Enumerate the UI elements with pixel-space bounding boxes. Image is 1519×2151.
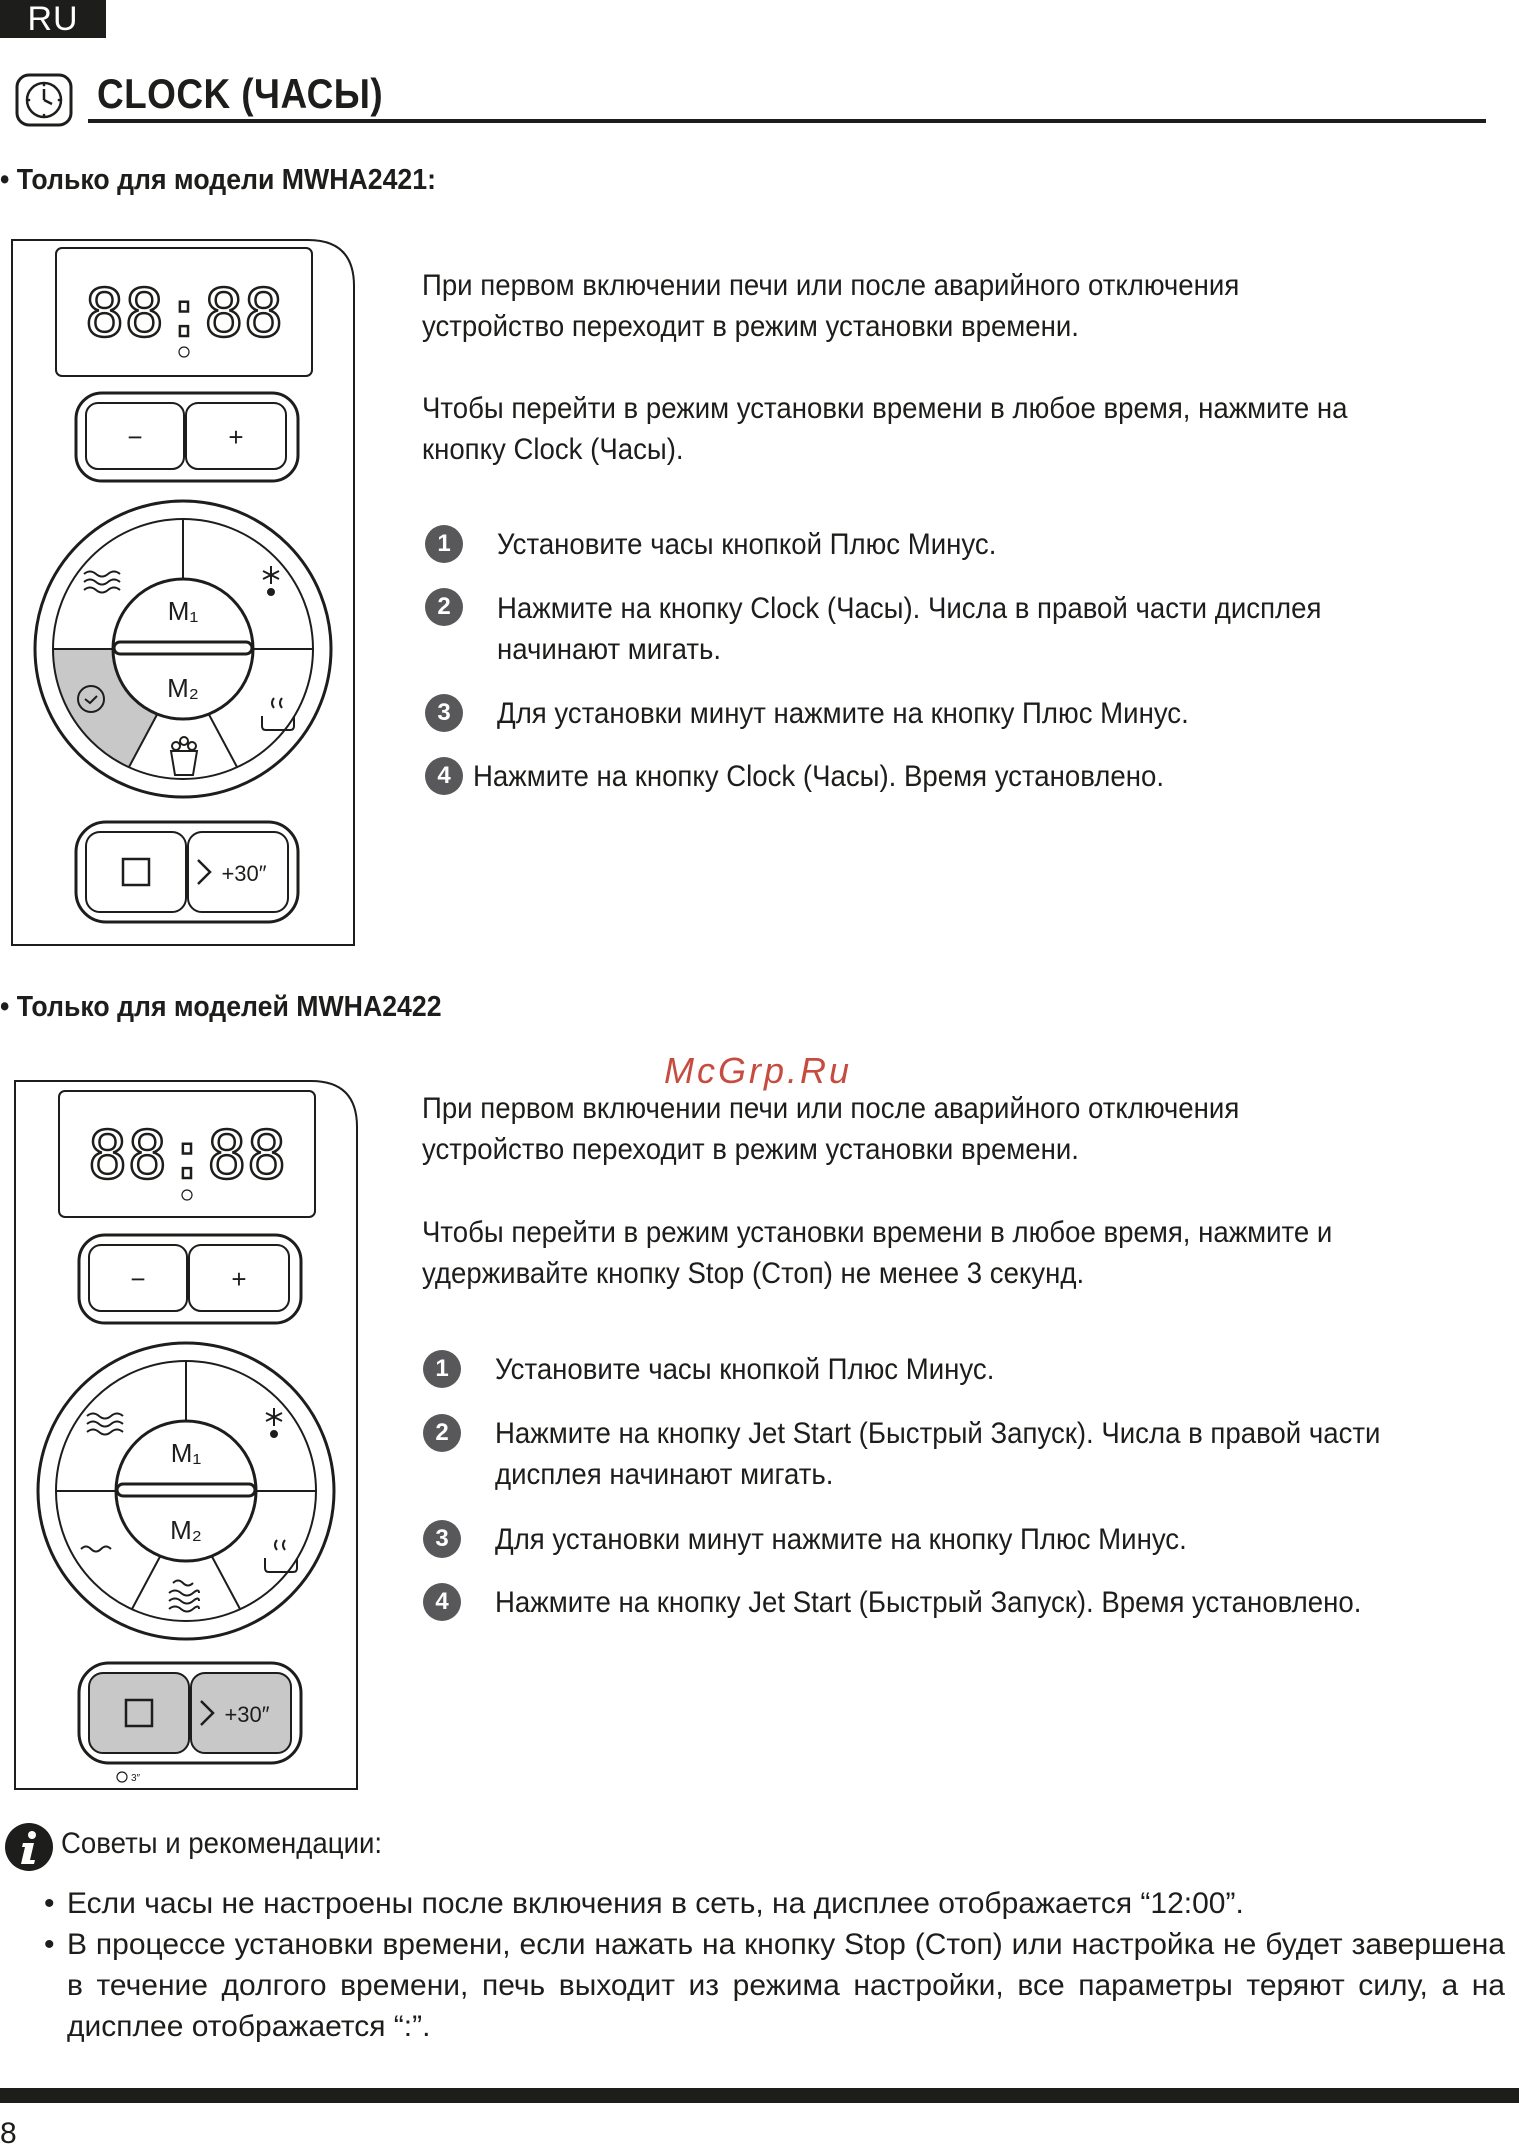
s1-para1: При первом включении печи или после аварийного отключения устройство переходит в режим установки времени. (422, 269, 1240, 343)
s2-step-text: Нажмите на кнопку Jet Start (Быстрый Запуск). Числа в правой части дисплея начинают мигать. (495, 1417, 1381, 1491)
display-digits: 88:88 (84, 275, 284, 352)
clock-icon (14, 72, 74, 128)
section1-heading: • Только для модели MWHA2421: (0, 164, 436, 196)
start-arrow-icon (198, 860, 210, 884)
bullet-mark: • (44, 1928, 55, 1961)
m2-button[interactable]: M₂ (167, 673, 199, 703)
tips-title: Советы и рекомендации: (61, 1827, 383, 1860)
hold-hint: 3″ (131, 1773, 141, 1784)
s2-para1: При первом включении печи или после аварийного отключения устройство переходит в режим установки времени. (422, 1092, 1240, 1166)
stop-icon (123, 859, 149, 885)
page-title: CLOCK (ЧАСЫ) (97, 70, 384, 117)
page-number: 8 (0, 2117, 17, 2150)
s1-step-number: 1 (425, 525, 463, 563)
footer-bar (0, 2088, 1519, 2103)
s2-step-text: Для установки минут нажмите на кнопку Плюс Минус. (495, 1523, 1187, 1556)
tip-item: Если часы не настроены после включения в сеть, на дисплее отображается “12:00”. (67, 1887, 1244, 1920)
s1-para2: Чтобы перейти в режим установки времени в любое время, нажмите на кнопку Clock (Часы). (422, 392, 1348, 466)
s2-step-text: Нажмите на кнопку Jet Start (Быстрый Запуск). Время установлено. (495, 1586, 1362, 1619)
s1-step-text: Установите часы кнопкой Плюс Минус. (497, 528, 997, 561)
plus-label: + (231, 1264, 247, 1294)
s1-step-number: 2 (425, 588, 463, 626)
s1-step-text: Нажмите на кнопку Clock (Часы). Числа в правой части дисплея начинают мигать. (497, 592, 1322, 666)
title-rule (88, 119, 1486, 123)
s1-step-number: 3 (425, 694, 463, 732)
wave-icon (81, 1547, 111, 1552)
jet-start-label: +30″ (224, 1702, 270, 1727)
control-panel-mwha2422 (11, 1077, 367, 1793)
defrost-icon (263, 566, 279, 595)
s1-step-text: Нажмите на кнопку Clock (Часы). Время установлено. (473, 760, 1165, 793)
s2-step-number: 2 (423, 1414, 461, 1452)
s2-step-number: 1 (423, 1350, 461, 1388)
watermark: McGrp.Ru (664, 1050, 853, 1091)
m1-button[interactable]: M₁ (167, 596, 199, 626)
s2-para2: Чтобы перейти в режим установки времени в любое время, нажмите и удерживайте кнопку Stop (Стоп) не менее 3 секунд. (422, 1216, 1333, 1290)
bullet-mark: • (44, 1887, 55, 1920)
m2-button[interactable]: M₂ (170, 1515, 202, 1545)
minus-label: − (127, 422, 143, 452)
defrost-icon (266, 1408, 282, 1437)
microwave-icon (87, 1414, 123, 1435)
s2-step-number: 4 (423, 1583, 461, 1621)
microwave-icon (84, 572, 120, 593)
s1-step-number: 4 (425, 757, 463, 795)
control-panel-mwha2421 (8, 236, 358, 949)
jet-start-label: +30″ (221, 861, 267, 886)
language-tag: RU (0, 0, 106, 38)
display-digits: 88:88 (87, 1117, 287, 1194)
section2-heading: • Только для моделей MWHA2422 (0, 991, 442, 1023)
stop-button[interactable] (89, 1673, 189, 1753)
m1-button[interactable]: M₁ (170, 1438, 202, 1468)
stop-button[interactable] (86, 832, 186, 912)
combi-icon (169, 1581, 199, 1612)
s2-step-text: Установите часы кнопкой Плюс Минус. (495, 1353, 995, 1386)
minus-label: − (130, 1264, 146, 1294)
plus-label: + (228, 422, 244, 452)
popcorn-icon (171, 737, 197, 775)
s2-step-number: 3 (423, 1520, 461, 1558)
hold-clock-icon (117, 1772, 127, 1782)
s1-step-text: Для установки минут нажмите на кнопку Плюс Минус. (497, 697, 1189, 730)
tip-item: В процессе установки времени, если нажать на кнопку Stop (Стоп) или настройка не будет завершена в течение долгого времени, печь выходит из режима настройки, все параметры теряют силу, а на дисплее отображается “:”. (67, 1928, 1505, 2043)
info-icon (4, 1822, 54, 1872)
